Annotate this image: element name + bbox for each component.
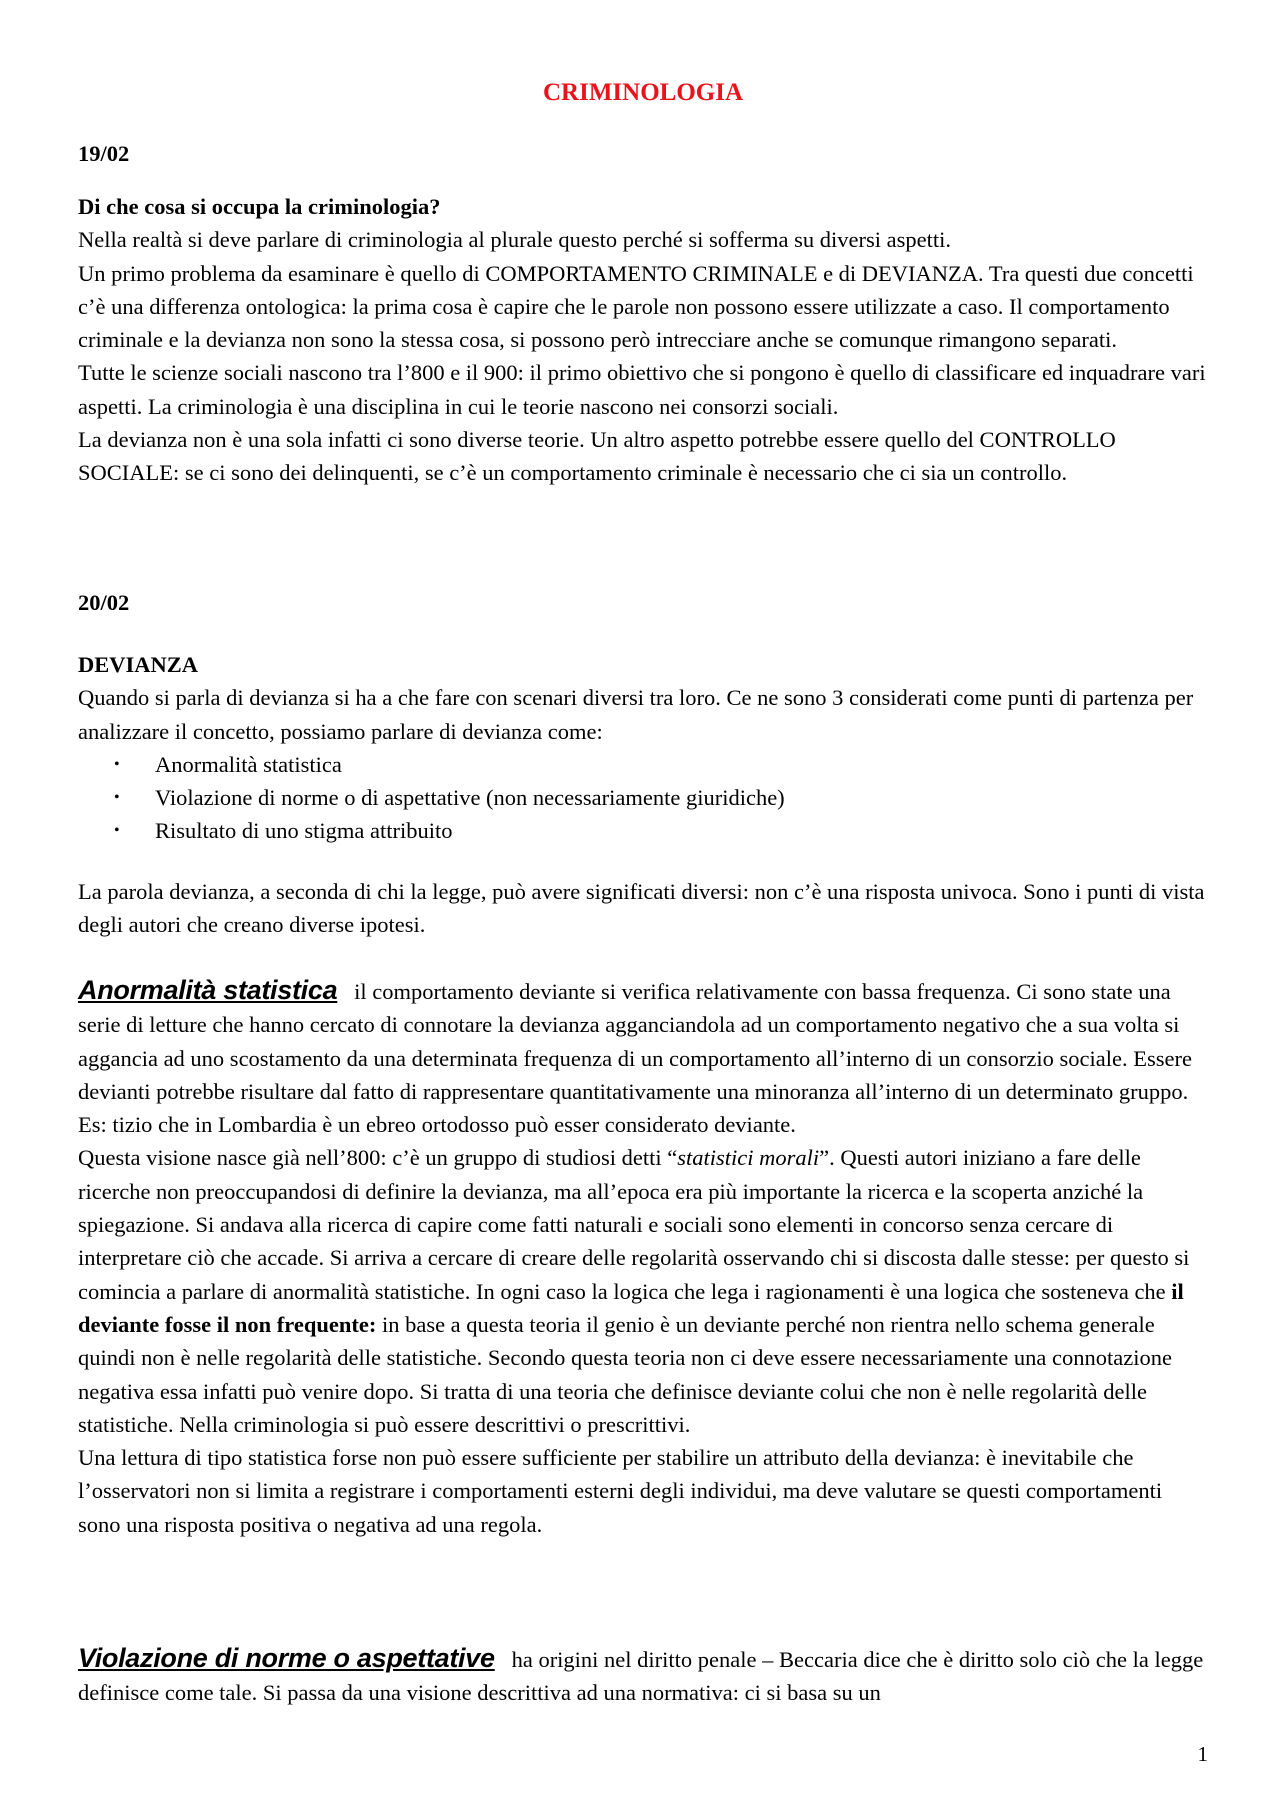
paragraph: Violazione di norme o aspettative ha origini nel diritto penale – Beccaria dice che è diritto solo ciò che la legge definisce come tale. Si passa da una visione descrittiva ad una normativa: ci si basa su un: [78, 1643, 1204, 1706]
date-heading-1902: 19/02: [78, 141, 130, 166]
date-heading-2002: 20/02: [78, 590, 130, 615]
paragraph: Un primo problema da esaminare è quello di COMPORTAMENTO CRIMINALE e di DEVIANZA. Tra questi due concetti c’è una differenza ontologica: la prima cosa è capire che le parole non possono essere utilizzate a caso. Il comportamento criminale e la devianza non sono la stessa cosa, si possono però intrecciare anche se comunque rimangono separati.: [78, 260, 1194, 353]
bullet-icon: •: [114, 755, 120, 773]
section-intro: [78, 190, 1208, 490]
section-after-list: [78, 875, 1208, 942]
paragraph: Anormalità statistica il comportamento deviante si verifica relativamente con bassa frequenza. Ci sono state una serie di letture che hanno cercato di connotare la devianza agganciandola ad un comportamento negativo che a sua volta si aggancia ad uno scostamento da una determinata frequenza di un comportamento all’interno di un consorzio sociale. Essere devianti potrebbe risultare dal fatto di rappresentare quantitativamente una minoranza all’interno di un determinato gruppo. Es: tizio che in Lombardia è un ebreo ortodosso può esser considerato deviante.: [78, 975, 1192, 1138]
bullet-icon: •: [114, 822, 120, 840]
paragraph: Quando si parla di devianza si ha a che fare con scenari diversi tra loro. Ce ne sono 3 considerati come punti di partenza per analizzare il concetto, possiamo parlare di devianza come:: [78, 685, 1194, 744]
document-title: CRIMINOLOGIA: [542, 79, 743, 106]
section-anormalita: [78, 974, 1208, 1541]
page-number: 1: [1197, 1742, 1208, 1766]
devianza-list: [78, 748, 1208, 848]
anormalita-heading: Anormalità statistica: [78, 975, 338, 1005]
devianza-heading: DEVIANZA: [78, 652, 199, 677]
paragraph: Una lettura di tipo statistica forse non può essere sufficiente per stabilire un attributo della devianza: è inevitabile che l’osservatori non si limita a registrare i comportamenti esterni degli individui, ma deve valutare se questi comportamenti sono una risposta positiva o negativa ad una regola.: [78, 1445, 1163, 1537]
question-heading: Di che cosa si occupa la criminologia?: [78, 194, 441, 219]
section-devianza: [78, 648, 1208, 848]
list-item: • Violazione di norme o di aspettative (non necessariamente giuridiche): [78, 781, 1208, 814]
paragraph: Tutte le scienze sociali nascono tra l’800 e il 900: il primo obiettivo che si pongono è quello di classificare ed inquadrare vari aspetti. La criminologia è una disciplina in cui le teorie nascono nei consorzi sociali.: [78, 360, 1206, 419]
list-item: • Anormalità statistica: [78, 748, 1208, 781]
paragraph: Nella realtà si deve parlare di criminologia al plurale questo perché si sofferma su diversi aspetti.: [78, 227, 952, 253]
violazione-heading: Violazione di norme o aspettative: [78, 1643, 495, 1673]
paragraph: La devianza non è una sola infatti ci sono diverse teorie. Un altro aspetto potrebbe essere quello del CONTROLLO SOCIALE: se ci sono dei delinquenti, se c’è un comportamento criminale è necessario che ci sia un controllo.: [78, 427, 1116, 486]
bullet-icon: •: [114, 789, 120, 807]
paragraph: Questa visione nasce già nell’800: c’è un gruppo di studiosi detti “statistici morali”. Questi autori iniziano a fare delle ricerche non preoccupandosi di definire la devianza, ma all’epoca era più importante la ricerca e la scoperta anziché la spiegazione. Si andava alla ricerca di capire come fatti naturali e sociali sono elementi in concorso senza cercare di interpretare ciò che accade. Si arriva a cercare di creare delle regolarità osservando chi si discosta dalle stesse: per questo si comincia a parlare di anormalità statistiche. In ogni caso la logica che lega i ragionamenti è una logica che sosteneva che il deviante fosse il non frequente: in base a questa teoria il genio è un deviante perché non rientra nello schema generale quindi non è nelle regolarità delle statistiche. Secondo questa teoria non ci deve essere necessariamente una connotazione negativa essa infatti può venire dopo. Si tratta di una teoria che definisce deviante colui che non è nelle regolarità delle statistiche. Nella criminologia si può essere descrittivi o prescrittivi.: [78, 1145, 1190, 1437]
section-violazione: [78, 1642, 1208, 1710]
paragraph: La parola devianza, a seconda di chi la legge, può avere significati diversi: non c’è una risposta univoca. Sono i punti di vista degli autori che creano diverse ipotesi.: [78, 879, 1205, 938]
list-item: • Risultato di uno stigma attribuito: [78, 814, 1208, 847]
